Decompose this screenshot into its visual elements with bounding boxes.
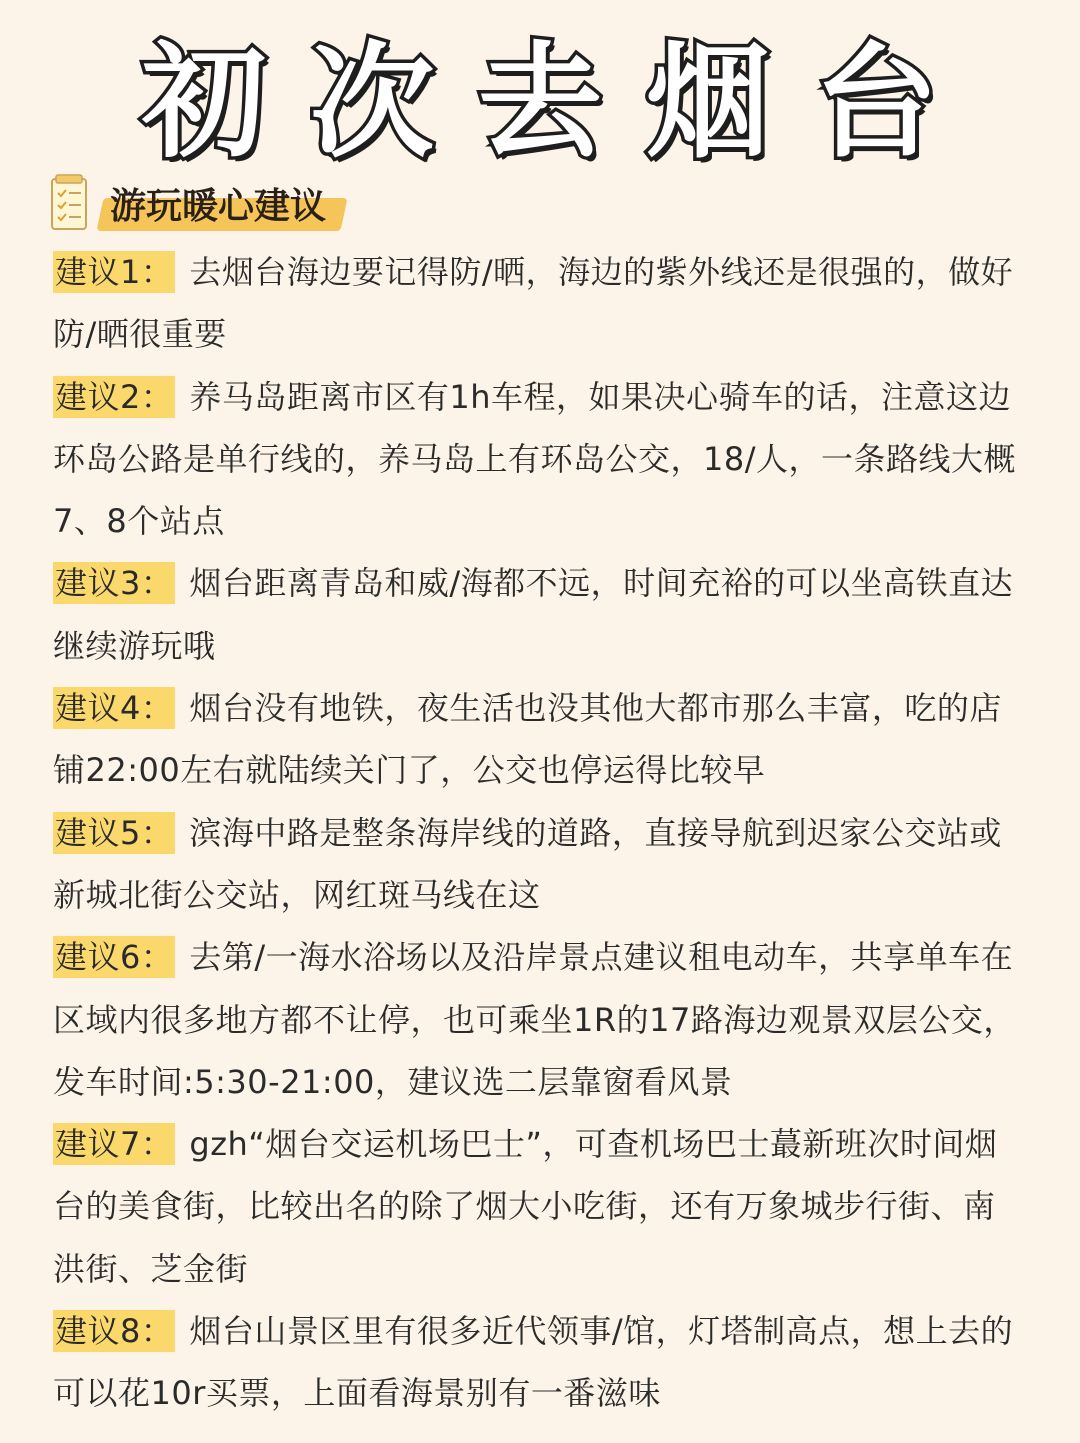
tip-item	[53, 677, 1023, 802]
tip-item	[53, 241, 1023, 366]
tip-label: 建议3：	[55, 564, 174, 603]
tip-label: 建议1：	[55, 253, 174, 291]
tip-label: 建议5：	[55, 813, 174, 852]
tip-item	[53, 552, 1023, 677]
tip-text: 烟台没有地铁，夜生活也没其他大都市那么丰富，吃的店铺22:00左右就陆续关门了，公交也停运得比较早	[53, 689, 1002, 790]
tip-label: 建议8：	[55, 1312, 174, 1351]
title-char: 次	[309, 31, 434, 175]
notepad-icon	[48, 173, 92, 233]
tip-item	[53, 366, 1023, 553]
tip-label: 建议6：	[55, 938, 174, 977]
subtitle-label	[100, 174, 336, 233]
tip-text: 去烟台海边要记得防/晒，海边的紫外线还是很强的，做好防/晒很重要	[53, 253, 1014, 354]
title-char: 烟	[646, 31, 771, 175]
tip-item	[53, 926, 1023, 1113]
tip-text: 烟台距离青岛和威/海都不远，时间充裕的可以坐高铁直达继续游玩哦	[53, 564, 1014, 665]
tip-text: 去第/一海水浴场以及沿岸景点建议租电动车，共享单车在区域内很多地方都不让停，也可乘坐1R的17路海边观景双层公交，发车时间:5:30-21:00，建议选二层靠窗看风景	[53, 938, 1016, 1101]
title-char: 去	[477, 31, 602, 175]
tip-item	[53, 802, 1023, 927]
tips-list	[53, 241, 1023, 1425]
tip-text: gzh“烟台交运机场巴士”，可查机场巴士蕞新班次时间烟台的美食街，比较出名的除了烟大小吃街，还有万象城步行街、南洪街、芝金街	[53, 1125, 998, 1288]
tip-text: 滨海中路是整条海岸线的道路，直接导航到迟家公交站或新城北街公交站，网红斑马线在这	[53, 813, 1002, 914]
tip-label: 建议7：	[55, 1125, 174, 1164]
tip-item	[53, 1113, 1023, 1300]
tip-item	[53, 1300, 1023, 1425]
subtitle	[48, 168, 336, 238]
page-title	[0, 28, 1080, 178]
tip-text: 养马岛距离市区有1h车程，如果决心骑车的话，注意这边环岛公路是单行线的，养马岛上有环岛公交，18/人，一条路线大概7、8个站点	[53, 377, 1017, 541]
tip-label: 建议2：	[55, 377, 174, 416]
subtitle-text: 游玩暖心建议	[110, 185, 327, 227]
tip-label: 建议4：	[55, 689, 174, 728]
title-char: 初	[141, 31, 266, 175]
tip-text: 烟台山景区里有很多近代领事/馆，灯塔制高点，想上去的可以花10r买票，上面看海景别有一番滋味	[53, 1312, 1014, 1413]
title-char: 台	[814, 31, 939, 175]
